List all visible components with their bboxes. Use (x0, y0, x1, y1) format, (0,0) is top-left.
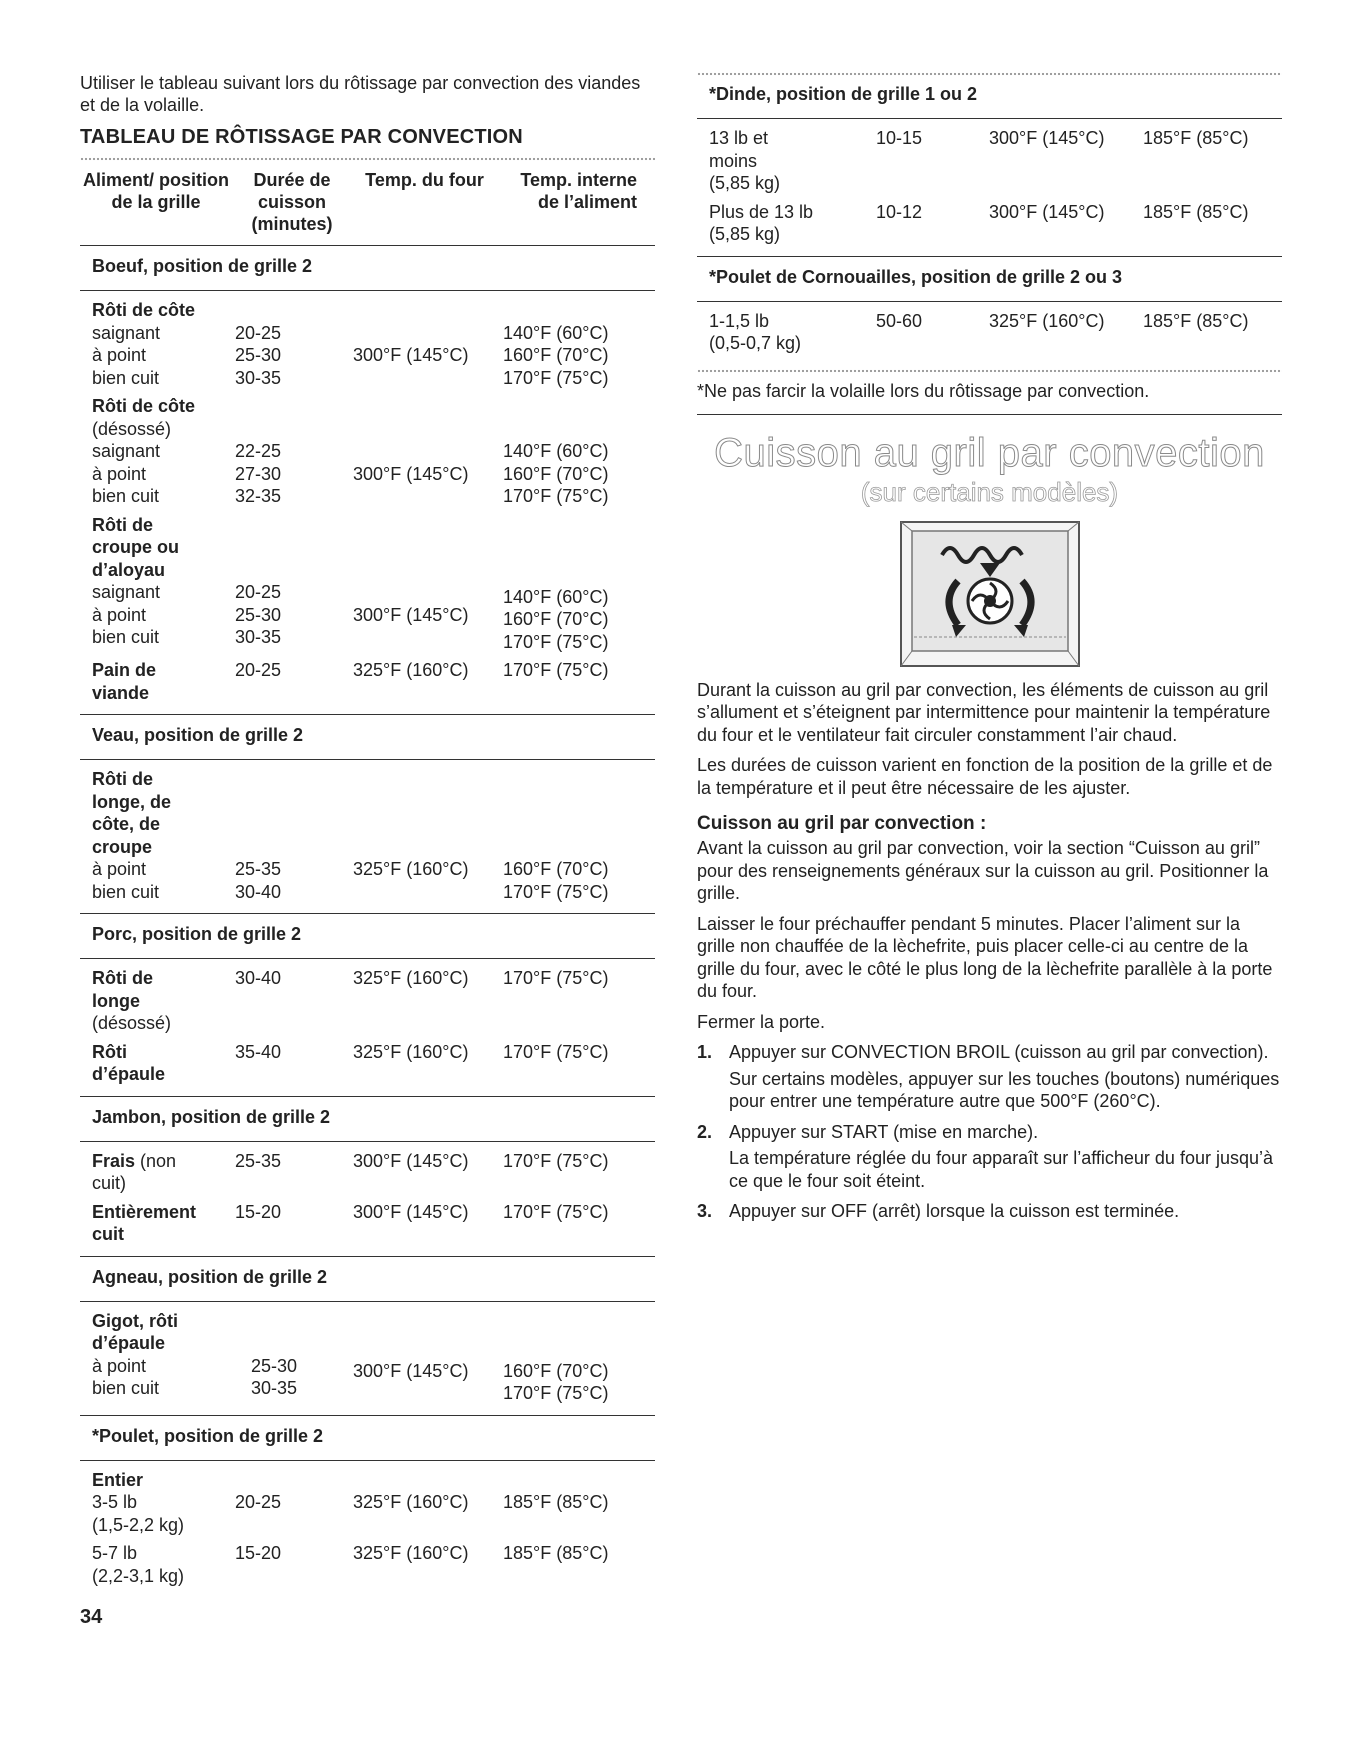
row-sub: 1-1,5 lb (0,5-0,7 kg) (709, 310, 802, 353)
row-duration: 22-25 27-30 32-35 (235, 441, 282, 506)
row-sub: (désossé) (92, 1013, 172, 1033)
oven-fan-icon (900, 521, 1080, 667)
row-name: Rôti de côte (92, 300, 196, 320)
row-internal-temp: 140°F (60°C) 160°F (70°C) 170°F (75°C) (503, 586, 609, 652)
paragraph: Avant la cuisson au gril par convection, voir la section “Cuisson au gril” pour des renseignements généraux sur la cuisson au gril. Positionner la grille. (697, 838, 1269, 903)
row-name: Rôti de croupe ou d’aloyau (92, 514, 180, 580)
row-sub: saignant à point bien cuit (92, 582, 161, 647)
row-name: Frais (92, 1150, 136, 1171)
table-row (709, 201, 1282, 246)
row-duration: 35-40 (235, 1041, 282, 1062)
paragraph: Les durées de cuisson varient en fonction de la position de la grille et de la température et il peut être nécessaire de les ajuster. (697, 755, 1273, 798)
row-duration: 20-25 25-30 30-35 (235, 582, 282, 647)
table-row (92, 1041, 655, 1086)
row-label (92, 299, 235, 389)
row-oven-temp: 300°F (145°C) (353, 1360, 469, 1381)
row-internal-temp: 170°F (75°C) (503, 1201, 609, 1222)
row-sub: 3-5 lb (1,5-2,2 kg) (92, 1492, 185, 1535)
row-internal-temp: 170°F (75°C) (503, 1041, 609, 1062)
intro-text: Utiliser le tableau suivant lors du rôtissage par convection des viandes et de la volaille. (80, 73, 641, 115)
section-cornouailles (697, 302, 1282, 365)
row-oven-temp: 325°F (160°C) (353, 1543, 469, 1563)
row-internal-temp: 140°F (60°C) 160°F (70°C) 170°F (75°C) (503, 322, 609, 388)
banner-title: Cuisson au gril par convection (714, 430, 1265, 475)
header-duree: Durée de cuisson (minutes) (251, 170, 333, 234)
table-title: TABLEAU DE RÔTISSAGE PAR CONVECTION (80, 126, 523, 148)
row-internal-temp: 160°F (70°C) 170°F (75°C) (503, 859, 609, 902)
section-title-jambon: Jambon, position de grille 2 (92, 1106, 331, 1127)
paragraph: Fermer la porte. (697, 1011, 826, 1032)
dotted-divider (697, 72, 1282, 76)
table-row (92, 1201, 655, 1246)
header-temp-interne: Temp. interne de l’aliment (520, 170, 637, 212)
row-internal-temp: 170°F (75°C) (503, 1150, 609, 1171)
dotted-divider (697, 369, 1282, 373)
row-sub: (désossé) (92, 418, 172, 439)
table-row (92, 659, 655, 704)
section-title-veau: Veau, position de grille 2 (92, 725, 304, 745)
row-duration: 25-30 30-35 (251, 1355, 298, 1398)
row-sub: à point bien cuit (92, 1355, 160, 1398)
row-sub: à point bien cuit (92, 859, 160, 902)
step-note: Sur certains modèles, appuyer sur les touches (boutons) numériques pour entrer une température autre que 500°F (260°C). (729, 1068, 1280, 1111)
row-internal-temp: 185°F (85°C) (503, 1492, 609, 1512)
section-title-boeuf: Boeuf, position de grille 2 (92, 256, 313, 276)
subheading: Cuisson au gril par convection : (697, 813, 987, 834)
table-row (709, 310, 1282, 355)
row-name: Pain de viande (92, 660, 157, 703)
step-item (697, 1200, 1282, 1223)
step-item (697, 1121, 1282, 1144)
step-item (697, 1041, 1282, 1064)
row-duration: 10-15 (876, 128, 923, 148)
right-column (697, 72, 1282, 1227)
row-name: Entièrement cuit (92, 1201, 197, 1244)
page-number: 34 (80, 1606, 103, 1628)
banner-subtitle: (sur certains modèles) (860, 476, 1119, 507)
row-oven-temp: 300°F (145°C) (353, 1201, 469, 1222)
step-number: 3. (697, 1201, 713, 1221)
section-agneau (80, 1302, 655, 1415)
step-text: Appuyer sur CONVECTION BROIL (cuisson au gril par convection). (729, 1042, 1269, 1062)
row-oven-temp: 300°F (145°C) (989, 201, 1105, 222)
row-oven-temp: 325°F (160°C) (353, 968, 469, 988)
row-sub: 13 lb et moins (5,85 kg) (709, 128, 781, 193)
section-title-dinde: *Dinde, position de grille 1 ou 2 (709, 84, 978, 104)
row-internal-temp: 185°F (85°C) (1143, 128, 1249, 148)
paragraph: Durant la cuisson au gril par convection, les éléments de cuisson au gril s’allument et s’éteignent par intermittence pour maintenir la température du four et le ventilateur fait circuler constamment l’air chaud. (697, 679, 1271, 745)
row-sub: saignant à point bien cuit (92, 322, 161, 388)
row-oven-temp: 300°F (145°C) (353, 1150, 469, 1171)
left-column (80, 72, 655, 1597)
row-name: Rôti de longe (92, 968, 153, 1011)
row-duration: 25-35 30-40 (235, 859, 282, 902)
row-name: Rôti d’épaule (92, 1041, 166, 1084)
section-veau (80, 760, 655, 913)
section-title-poulet: *Poulet, position de grille 2 (92, 1425, 324, 1446)
footnote: *Ne pas farcir la volaille lors du rôtissage par convection. (697, 380, 1150, 401)
row-sub: saignant à point bien cuit (92, 441, 161, 506)
row-label (92, 1310, 235, 1400)
row-label (92, 1469, 235, 1537)
section-title-cornouailles: *Poulet de Cornouailles, position de grille 2 ou 3 (709, 266, 1123, 287)
step-number: 1. (697, 1042, 713, 1062)
section-boeuf (80, 291, 655, 714)
divider (697, 414, 1282, 415)
header-aliment: Aliment/ position de la grille (83, 170, 229, 212)
table-row (92, 1542, 655, 1587)
row-label (92, 967, 235, 1035)
step-text: Appuyer sur OFF (arrêt) lorsque la cuisson est terminée. (729, 1201, 1180, 1221)
step-number: 2. (697, 1121, 713, 1142)
row-duration: 30-40 (235, 968, 282, 988)
row-duration: 20-25 (235, 1492, 282, 1512)
row-label (92, 514, 235, 649)
row-label (92, 395, 235, 508)
section-title-porc: Porc, position de grille 2 (92, 924, 302, 944)
convection-broil-illustration (697, 521, 1282, 667)
row-label (92, 1150, 202, 1195)
row-internal-temp: 185°F (85°C) (503, 1543, 609, 1563)
row-name: Gigot, rôti d’épaule (92, 1310, 178, 1353)
row-duration: 10-12 (876, 201, 923, 222)
row-duration: 20-25 (235, 660, 282, 680)
row-label (92, 768, 235, 903)
row-oven-temp: 325°F (160°C) (353, 1041, 469, 1062)
dotted-divider (80, 157, 655, 161)
row-sub: 5-7 lb (2,2-3,1 kg) (92, 1543, 185, 1586)
table-row (92, 1469, 655, 1537)
row-duration: 15-20 (235, 1543, 282, 1563)
row-duration: 15-20 (235, 1201, 282, 1222)
row-internal-temp: 170°F (75°C) (503, 968, 609, 988)
row-sub: (non cuit) (92, 1150, 177, 1193)
row-duration: 20-25 25-30 30-35 (235, 322, 282, 388)
row-internal-temp: 185°F (85°C) (1143, 201, 1249, 222)
header-temp-four: Temp. du four (365, 170, 484, 190)
paragraph: Laisser le four préchauffer pendant 5 minutes. Placer l’aliment sur la grille non chauffée de la lèchefrite, puis placer celle-ci au centre de la grille du four, avec le côté le plus long de la lèchefrite parallèle à la porte du four. (697, 913, 1273, 1001)
row-oven-temp: 300°F (145°C) (353, 604, 469, 625)
table-header (80, 167, 655, 245)
row-internal-temp: 160°F (70°C) 170°F (75°C) (503, 1360, 609, 1403)
row-oven-temp: 300°F (145°C) (353, 345, 469, 365)
row-name: Rôti de côte (92, 396, 196, 416)
row-oven-temp: 300°F (145°C) (989, 128, 1105, 148)
table-row (92, 299, 655, 389)
table-row (709, 127, 1282, 195)
row-name: Entier (92, 1469, 144, 1490)
section-poulet (80, 1461, 655, 1598)
table-row (92, 395, 655, 508)
row-duration: 50-60 (876, 310, 923, 331)
row-oven-temp: 325°F (160°C) (353, 1492, 469, 1512)
row-oven-temp: 325°F (160°C) (353, 859, 469, 879)
row-internal-temp: 140°F (60°C) 160°F (70°C) 170°F (75°C) (503, 441, 609, 506)
row-internal-temp: 170°F (75°C) (503, 660, 609, 680)
row-name: Rôti de longe, de côte, de croupe (92, 769, 172, 857)
row-oven-temp: 300°F (145°C) (353, 463, 469, 484)
table-row (92, 1310, 655, 1405)
table-row (92, 967, 655, 1035)
section-jambon (80, 1142, 655, 1256)
row-duration: 25-35 (235, 1150, 282, 1171)
row-oven-temp: 325°F (160°C) (353, 660, 469, 680)
section-banner (697, 429, 1282, 507)
table-row (92, 514, 655, 654)
row-oven-temp: 325°F (160°C) (989, 310, 1105, 331)
table-row (92, 768, 655, 903)
table-row (92, 1150, 655, 1195)
section-porc (80, 959, 655, 1096)
section-dinde (697, 119, 1282, 256)
row-internal-temp: 185°F (85°C) (1143, 310, 1249, 331)
row-sub: Plus de 13 lb (5,85 kg) (709, 201, 814, 244)
step-note: La température réglée du four apparaît sur l’afficheur du four jusqu’à ce que le four soit éteint. (729, 1148, 1273, 1191)
section-title-agneau: Agneau, position de grille 2 (92, 1266, 328, 1287)
step-text: Appuyer sur START (mise en marche). (729, 1121, 1039, 1142)
